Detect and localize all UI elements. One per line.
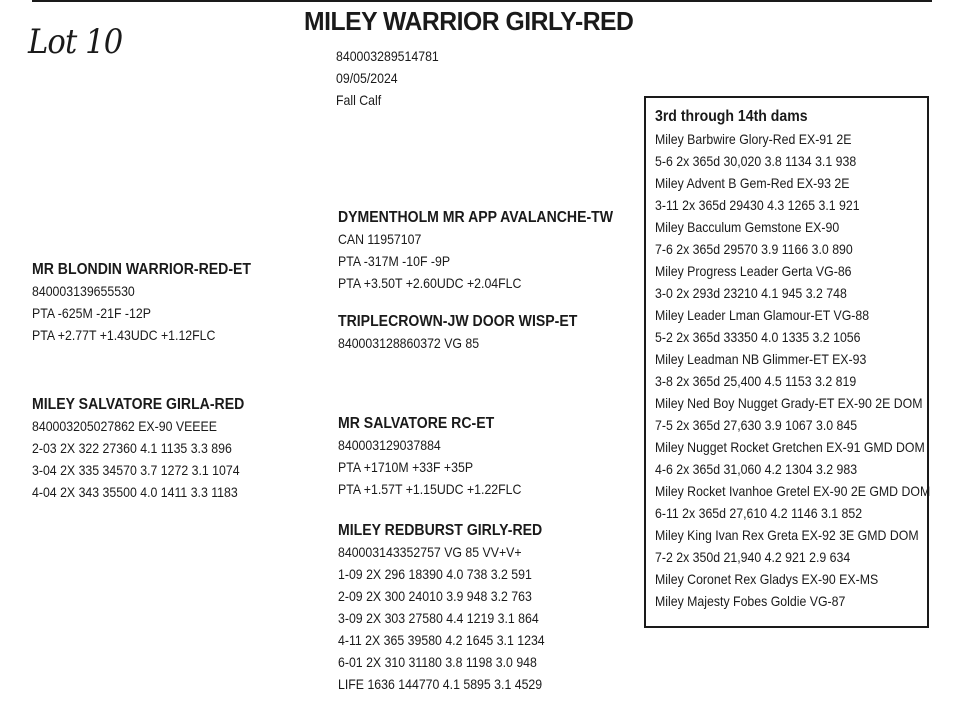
dam-dam-line: 3-09 2X 303 27580 4.4 1219 3.1 864 [338,610,539,626]
calf-birthdate: 09/05/2024 [336,70,398,86]
dam-dam-block [338,521,573,695]
dam-dam-line: 840003143352757 VG 85 VV+V+ [338,544,522,560]
sire-sire-line: CAN 11957107 [338,231,422,247]
sire-dam-name: TRIPLECROWN-JW DOOR WISP-ET [338,313,578,330]
dams-box-line: Miley Nugget Rocket Gretchen EX-91 GMD DOM [655,439,925,455]
sire-dam-line: 840003128860372 VG 85 [338,335,480,351]
dam-block [32,395,273,503]
dams-box-line: Miley Rocket Ivanhoe Gretel EX-90 2E GMD DOM [655,483,931,499]
calf-info [336,45,453,111]
dam-line: 2-03 2X 322 27360 4.1 1135 3.3 896 [32,440,232,456]
dam-dam-line: 2-09 2X 300 24010 3.9 948 3.2 763 [338,588,532,604]
dams-box-line: 3-8 2x 365d 25,400 4.5 1153 3.2 819 [655,373,857,389]
lot-number: Lot 10 [28,22,123,62]
sire-sire-name: DYMENTHOLM MR APP AVALANCHE-TW [338,209,614,226]
dams-box-line: Miley Leadman NB Glimmer-ET EX-93 [655,351,867,367]
dam-dam-line: 1-09 2X 296 18390 4.0 738 3.2 591 [338,566,532,582]
sire-block [32,260,281,346]
dams-box-line: Miley Majesty Fobes Goldie VG-87 [655,593,846,609]
dam-sire-name: MR SALVATORE RC-ET [338,415,495,432]
dam-dam-name: MILEY REDBURST GIRLY-RED [338,522,543,539]
dams-box-line: Miley Advent B Gem-Red EX-93 2E [655,175,850,191]
dam-dam-line: 6-01 2X 310 31180 3.8 1198 3.0 948 [338,654,537,670]
sire-sire-line: PTA -317M -10F -9P [338,253,451,269]
dams-box [644,96,929,628]
dams-box-line: 5-6 2x 365d 30,020 3.8 1134 3.1 938 [655,153,857,169]
dam-name: MILEY SALVATORE GIRLA-RED [32,396,245,413]
dams-box-line: 4-6 2x 365d 31,060 4.2 1304 3.2 983 [655,461,858,477]
calf-class: Fall Calf [336,92,382,108]
dams-box-line: 3-0 2x 293d 23210 4.1 945 3.2 748 [655,285,847,301]
sire-sire-block [338,208,651,294]
dams-box-line: Miley Ned Boy Nugget Grady-ET EX-90 2E DOM [655,395,923,411]
top-rule [32,0,932,2]
dams-box-line: 5-2 2x 365d 33350 4.0 1335 3.2 1056 [655,329,861,345]
dams-box-line: 7-2 2x 350d 21,940 4.2 921 2.9 634 [655,549,851,565]
dams-box-line: 7-6 2x 365d 29570 3.9 1166 3.0 890 [655,241,853,257]
dam-sire-line: PTA +1710M +33F +35P [338,459,474,475]
dam-dam-line: 4-11 2X 365 39580 4.2 1645 3.1 1234 [338,632,545,648]
sire-dam-block [338,312,610,354]
sire-sire-line: PTA +3.50T +2.60UDC +2.04FLC [338,275,522,291]
dam-sire-line: PTA +1.57T +1.15UDC +1.22FLC [338,481,522,497]
dams-box-line: 7-5 2x 365d 27,630 3.9 1067 3.0 845 [655,417,858,433]
dams-box-line: 6-11 2x 365d 27,610 4.2 1146 3.1 852 [655,505,863,521]
dams-box-line: Miley King Ivan Rex Greta EX-92 3E GMD DOM [655,527,919,543]
sire-name: MR BLONDIN WARRIOR-RED-ET [32,261,252,278]
dams-box-line: Miley Progress Leader Gerta VG-86 [655,263,852,279]
sire-line: PTA +2.77T +1.43UDC +1.12FLC [32,327,216,343]
dam-line: 4-04 2X 343 35500 4.0 1411 3.3 1183 [32,484,238,500]
dams-box-line: Miley Leader Lman Glamour-ET VG-88 [655,307,870,323]
dam-dam-line: LIFE 1636 144770 4.1 5895 3.1 4529 [338,676,543,692]
dam-sire-block [338,414,546,500]
dams-box-line: 3-11 2x 365d 29430 4.3 1265 3.1 921 [655,197,860,213]
dam-line: 840003205027862 EX-90 VEEEE [32,418,217,434]
dams-box-heading: 3rd through 14th dams [655,108,808,125]
sire-line: 840003139655530 [32,283,135,299]
dam-sire-line: 840003129037884 [338,437,441,453]
dams-box-line: Miley Coronet Rex Gladys EX-90 EX-MS [655,571,879,587]
calf-id: 840003289514781 [336,48,439,64]
animal-title: MILEY WARRIOR GIRLY-RED [304,6,634,36]
sire-line: PTA -625M -21F -12P [32,305,151,321]
dams-box-line: Miley Barbwire Glory-Red EX-91 2E [655,131,852,147]
dams-box-line: Miley Bacculum Gemstone EX-90 [655,219,840,235]
dam-line: 3-04 2X 335 34570 3.7 1272 3.1 1074 [32,462,240,478]
